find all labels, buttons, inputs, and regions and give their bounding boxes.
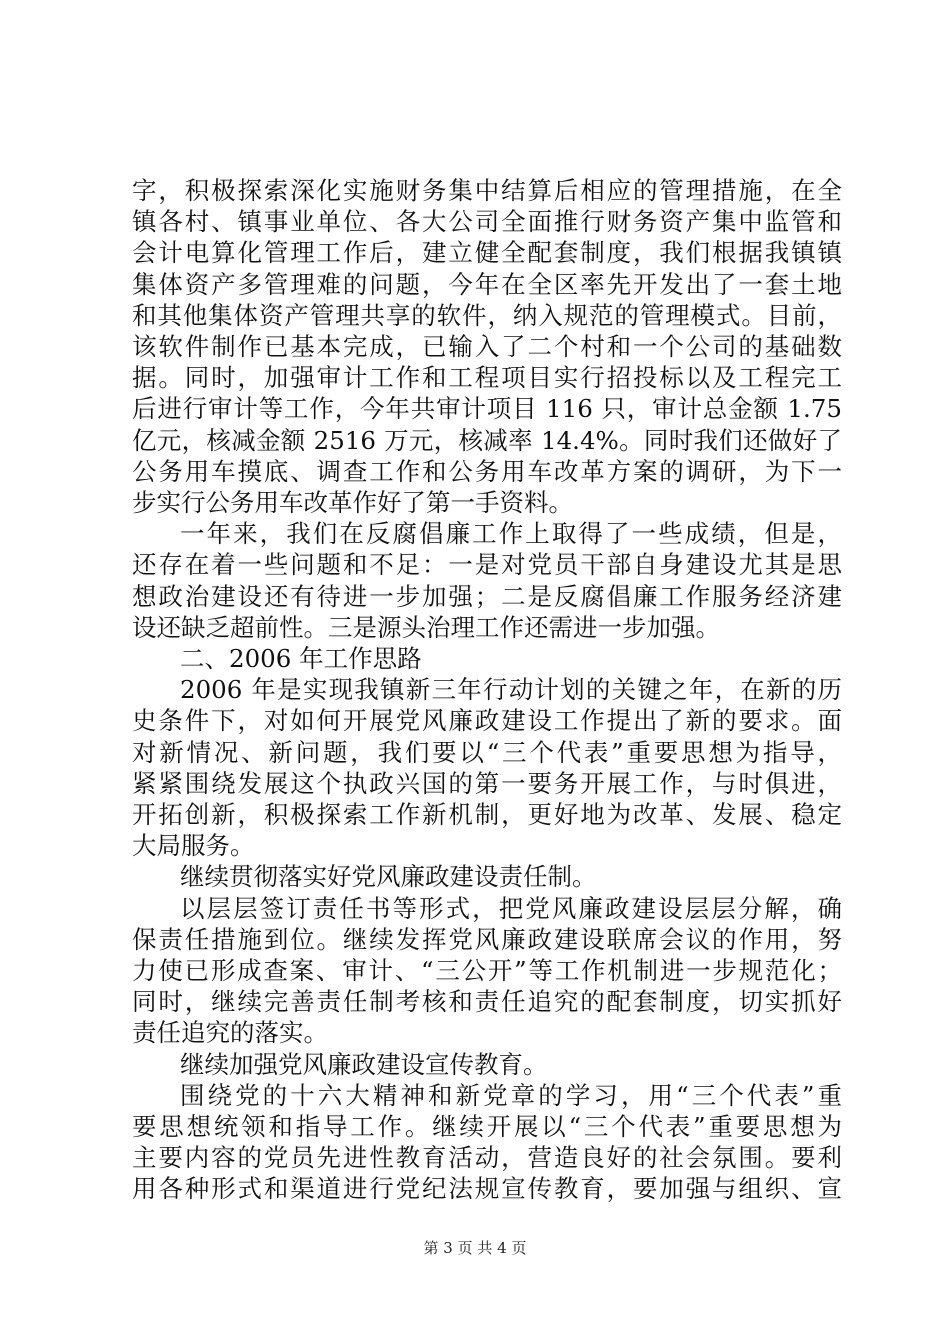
- body-line: 要思想统领和指导工作。继续开展以“三个代表”重要思想为: [132, 1112, 842, 1141]
- body-line: 力使已形成查案、审计、“三公开”等工作机制进一步规范化；: [132, 956, 842, 985]
- body-line: 责任追究的落实。: [132, 1018, 328, 1048]
- body-line: 保责任措施到位。继续发挥党风廉政建设联席会议的作用，努: [132, 924, 842, 954]
- body-line: 围绕党的十六大精神和新党章的学习，用“三个代表”重: [180, 1080, 842, 1110]
- body-line: 同时，继续完善责任制考核和责任追究的配套制度，切实抓好: [132, 987, 842, 1017]
- body-line: 设还缺乏超前性。三是源头治理工作还需进一步加强。: [132, 612, 720, 642]
- body-line: 亿元，核减金额 2516 万元，核减率 14.4%。同时我们还做好了: [132, 425, 842, 455]
- body-line: 后进行审计等工作，今年共审计项目 116 只，审计总金额 1.75: [132, 394, 842, 424]
- body-line: 开拓创新，积极探索工作新机制，更好地为改革、发展、稳定: [132, 800, 842, 829]
- body-line: 还存在着一些问题和不足：一是对党员干部自身建设尤其是思: [132, 550, 842, 580]
- body-line: 该软件制作已基本完成，已输入了二个村和一个公司的基础数: [132, 332, 842, 361]
- subheading: 继续加强党风廉政建设宣传教育。: [180, 1049, 548, 1079]
- body-line: 据。同时，加强审计工作和工程项目实行招投标以及工程完工: [132, 363, 842, 393]
- body-line: 和其他集体资产管理共享的软件，纳入规范的管理模式。目前，: [132, 300, 842, 330]
- body-line: 对新情况、新问题，我们要以“三个代表”重要思想为指导，: [132, 737, 842, 767]
- body-line: 公务用车摸底、调查工作和公务用车改革方案的调研，为下一: [132, 456, 842, 486]
- body-line: 想政治建设还有待进一步加强；二是反腐倡廉工作服务经济建: [132, 581, 842, 611]
- body-line: 大局服务。: [132, 831, 255, 861]
- body-line: 集体资产多管理难的问题，今年在全区率先开发出了一套土地: [132, 269, 842, 299]
- body-line: 字，积极探索深化实施财务集中结算后相应的管理措施，在全: [132, 176, 842, 205]
- body-line: 紧紧围绕发展这个执政兴国的第一要务开展工作，与时俱进，: [132, 768, 842, 798]
- section-heading: 二、2006 年工作思路: [180, 644, 422, 673]
- body-line: 以层层签订责任书等形式，把党风廉政建设层层分解，确: [180, 893, 842, 923]
- body-line: 步实行公务用车改革作好了第一手资料。: [132, 488, 573, 517]
- body-line: 用各种形式和渠道进行党纪法规宣传教育，要加强与组织、宣: [132, 1174, 842, 1204]
- body-line: 镇各村、镇事业单位、各大公司全面推行财务资产集中监管和: [132, 207, 842, 237]
- body-line: 会计电算化管理工作后，建立健全配套制度，我们根据我镇镇: [132, 238, 842, 268]
- subheading: 继续贯彻落实好党风廉政建设责任制。: [180, 862, 597, 892]
- body-line: 史条件下，对如何开展党风廉政建设工作提出了新的要求。面: [132, 706, 842, 736]
- body-line: 2006 年是实现我镇新三年行动计划的关键之年，在新的历: [180, 675, 842, 705]
- page-footer: 第 3 页 共 4 页: [423, 1239, 527, 1257]
- body-line: 一年来，我们在反腐倡廉工作上取得了一些成绩，但是，: [180, 519, 842, 549]
- body-line: 主要内容的党员先进性教育活动，营造良好的社会氛围。要利: [132, 1143, 842, 1173]
